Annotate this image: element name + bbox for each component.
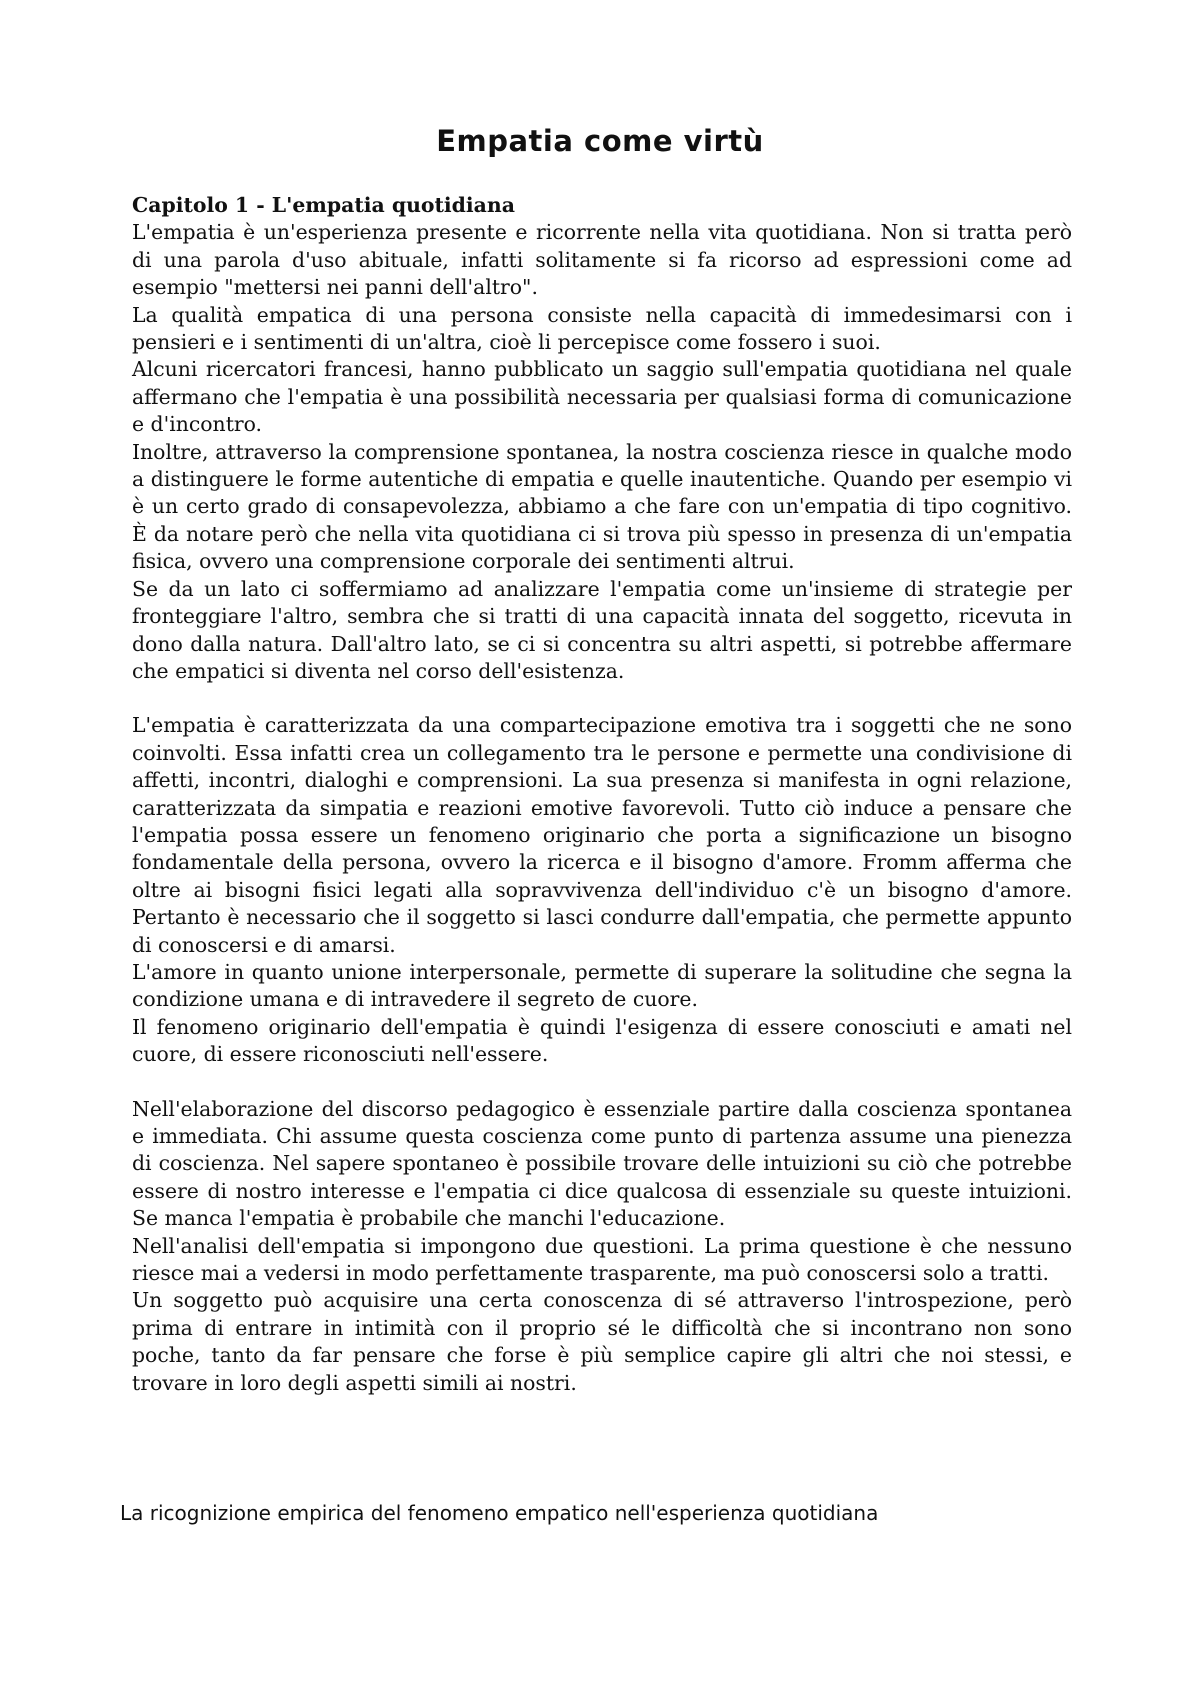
paragraph-spacer <box>132 685 1072 712</box>
paragraph: Se da un lato ci soffermiamo ad analizzare l'empatia come un'insieme di strategie per fronteggiare l'altro, sembra che si tratti di una capacità innata del soggetto, ricevuta in dono dalla natura. Dall'altro lato, se ci si concentra su altri aspetti, si potrebbe affermare che empatici si diventa nel corso dell'esistenza. <box>132 576 1072 683</box>
paragraph: La qualità empatica di una persona consiste nella capacità di immedesimarsi con i pensieri e i sentimenti di un'altra, cioè li percepisce come fossero i suoi. <box>132 302 1072 355</box>
paragraph: Un soggetto può acquisire una certa conoscenza di sé attraverso l'introspezione, però prima di entrare in intimità con il proprio sé le difficoltà che si incontrano non sono poche, tanto da far pensare che forse è più semplice capire gli altri che noi stessi, e trovare in loro degli aspetti simili ai nostri. <box>132 1288 1072 1395</box>
paragraph: Nell'elaborazione del discorso pedagogico è essenziale partire dalla coscienza spontanea e immediata. Chi assume questa coscienza come punto di partenza assume una pienezza di coscienza. Nel sapere spontaneo è possibile trovare delle intuizioni su ciò che potrebbe essere di nostro interesse e l'empatia ci dice qualcosa di essenziale su queste intuizioni. Se manca l'empatia è probabile che manchi l'educazione. <box>132 1096 1072 1231</box>
paragraph: L'empatia è caratterizzata da una compartecipazione emotiva tra i soggetti che ne sono coinvolti. Essa infatti crea un collegamento tra le persone e permette una condivisione di affetti, incontri, dialoghi e comprensioni. La sua presenza si manifesta in ogni relazione, caratterizzata da simpatia e reazioni emotive favorevoli. Tutto ciò induce a pensare che l'empatia possa essere un fenomeno originario che porta a significazione un bisogno fondamentale della persona, ovvero la ricerca e il bisogno d'amore. Fromm afferma che oltre ai bisogni fisici legati alla sopravvivenza dell'individuo c'è un bisogno d'amore. Pertanto è necessario che il soggetto si lasci condurre dall'empatia, che permette appunto di conoscersi e di amarsi. <box>132 713 1072 957</box>
paragraph: Il fenomeno originario dell'empatia è quindi l'esigenza di essere conosciuti e amati nel cuore, di essere riconosciuti nell'essere. <box>132 1014 1072 1067</box>
section-heading: La ricognizione empirica del fenomeno empatico nell'esperienza quotidiana <box>120 1501 879 1525</box>
paragraph: L'amore in quanto unione interpersonale, permette di superare la solitudine che segna la condizione umana e di intravedere il segreto de cuore. <box>132 959 1072 1012</box>
paragraph: Alcuni ricercatori francesi, hanno pubblicato un saggio sull'empatia quotidiana nel quale affermano che l'empatia è una possibilità necessaria per qualsiasi forma di comunicazione e d'incontro. <box>132 357 1072 437</box>
paragraph: Inoltre, attraverso la comprensione spontanea, la nostra coscienza riesce in qualche modo a distinguere le forme autentiche di empatia e quelle inautentiche. Quando per esempio vi è un certo grado di consapevolezza, abbiamo a che fare con un'empatia di tipo cognitivo. È da notare però che nella vita quotidiana ci si trova più spesso in presenza di un'empatia fisica, ovvero una comprensione corporale dei sentimenti altrui. <box>132 439 1072 574</box>
chapter-heading: Capitolo 1 - L'empatia quotidiana <box>132 193 515 217</box>
document-body <box>132 192 1072 1397</box>
paragraph-spacer <box>132 1069 1072 1096</box>
paragraph: Nell'analisi dell'empatia si impongono due questioni. La prima questione è che nessuno riesce mai a vedersi in modo perfettamente trasparente, ma può conoscersi solo a tratti. <box>132 1233 1072 1286</box>
paragraph: L'empatia è un'esperienza presente e ricorrente nella vita quotidiana. Non si tratta però di una parola d'uso abituale, infatti solitamente si fa ricorso ad espressioni come ad esempio "mettersi nei panni dell'altro". <box>132 220 1072 300</box>
document-title: Empatia come virtù <box>436 124 764 158</box>
